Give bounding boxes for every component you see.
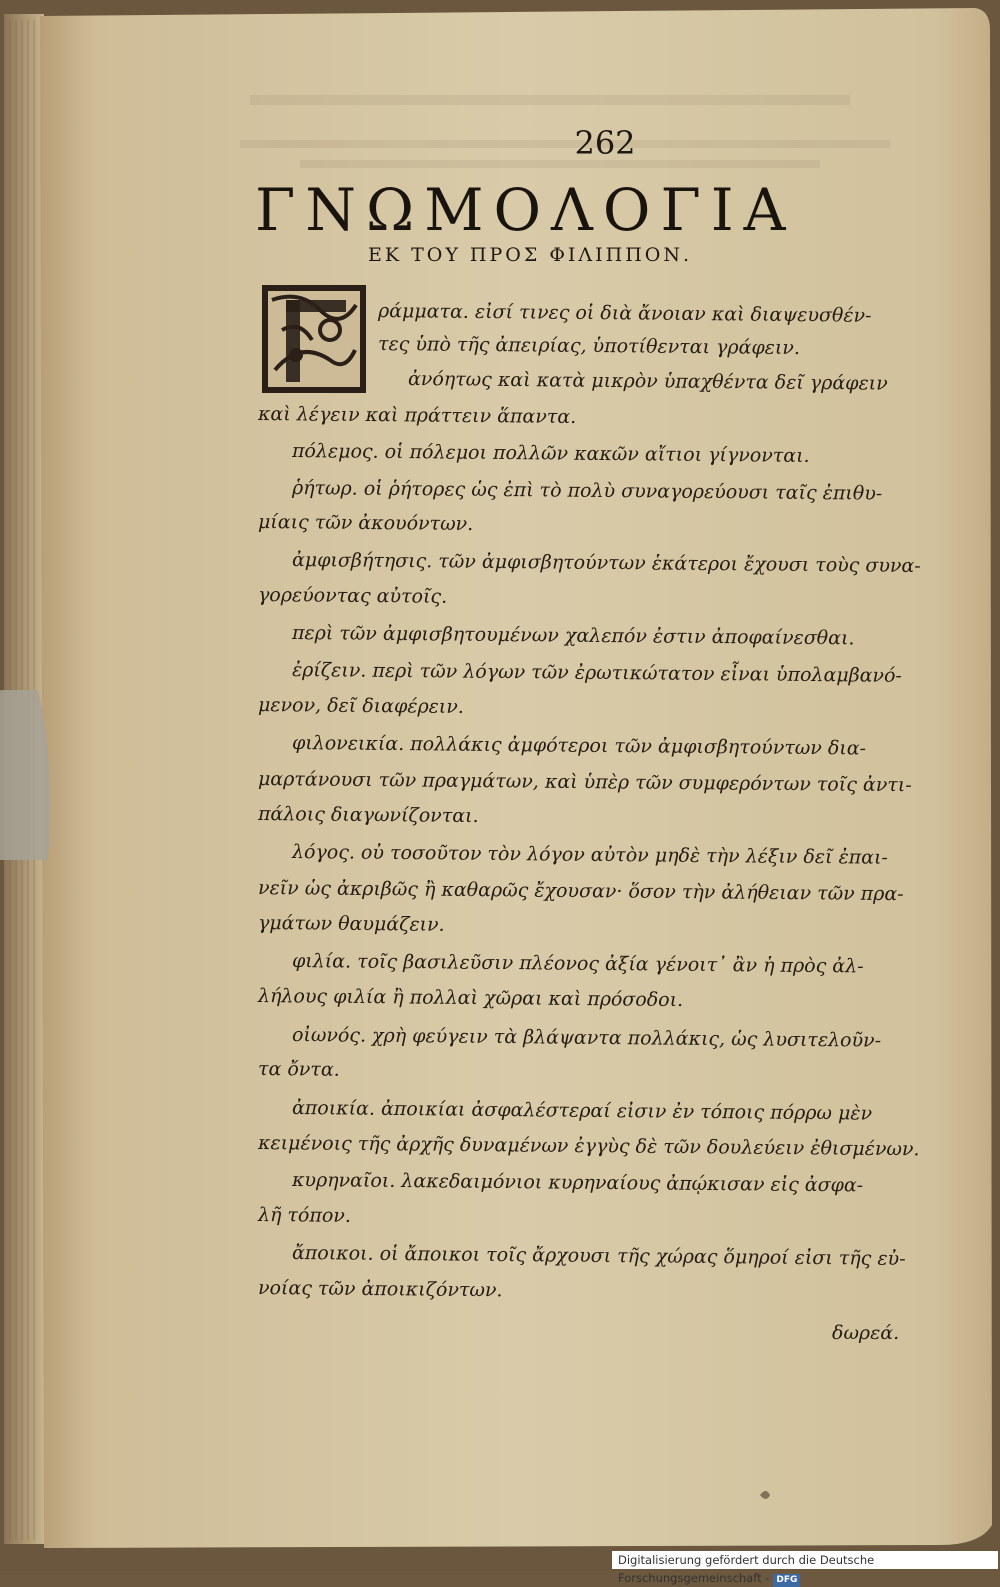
- text-line: ῥήτωρ. οἱ ῥήτορες ὡς ἐπὶ τὸ πολὺ συναγορεύουσι ταῖς ἐπιθυ-: [291, 477, 883, 505]
- text-line: μίαις τῶν ἀκουόντων.: [257, 511, 474, 536]
- text-line: κυρηναῖοι. λακεδαιμόνιοι κυρηναίους ἀπῴκισαν εἰς ἀσφα-: [291, 1169, 864, 1197]
- digitization-footer: [612, 1551, 998, 1585]
- text-line: φιλονεικία. πολλάκις ἀμφότεροι τῶν ἀμφισβητούντων δια-: [291, 732, 867, 760]
- text-line: πόλεμος. οἱ πόλεμοι πολλῶν κακῶν αἴτιοι γίγνονται.: [291, 440, 810, 467]
- text-line: ἀμφισβήτησις. τῶν ἀμφισβητούντων ἑκάτεροι ἔχουσι τοὺς συνα-: [291, 549, 921, 578]
- text-line: λῆ τόπον.: [257, 1204, 352, 1227]
- footer-text: Digitalisierung gefördert durch die Deutsche Forschungsgemeinschaft -: [618, 1553, 875, 1585]
- page-title: ΓΝΩΜΟΛΟΓΙΑ: [255, 176, 796, 244]
- text-line: μαρτάνουσι τῶν πραγμάτων, καὶ ὑπὲρ τῶν συμφερόντων τοῖς ἀντι-: [257, 768, 912, 797]
- text-line: περὶ τῶν ἀμφισβητουμένων χαλεπόν ἐστιν ἀποφαίνεσθαι.: [291, 622, 855, 650]
- text-line: ἀποικία. ἀποικίαι ἀσφαλέστεραί εἰσιν ἐν τόποις πόρρω μὲν: [291, 1097, 873, 1125]
- text-line: οἰωνός. χρὴ φεύγειν τὰ βλάψαντα πολλάκις, ὡς λυσιτελοῦν-: [291, 1024, 882, 1052]
- text-line: ἄποικοι. οἱ ἄποικοι τοῖς ἄρχουσι τῆς χώρας ὅμηροί εἰσι τῆς εὐ-: [291, 1242, 906, 1270]
- text-line: ράμματα. εἰσί τινες οἱ διὰ ἄνοιαν καὶ διαψευσθέν-: [377, 300, 872, 327]
- text-line: φιλία. τοῖς βασιλεῦσιν πλέονος ἀξία γένοιτ᾽ ἂν ἡ πρὸς ἀλ-: [291, 950, 864, 978]
- page-subtitle: ΕΚ ΤΟΥ ΠΡΟΣ ΦΙΛΙΠΠΟΝ.: [368, 244, 693, 266]
- text-line: ἀνόητως καὶ κατὰ μικρὸν ὑπαχθέντα δεῖ γράφειν: [407, 368, 888, 395]
- text-line: μενον, δεῖ διαφέρειν.: [257, 694, 465, 718]
- text-line: λήλους φιλία ἢ πολλαὶ χῶραι καὶ πρόσοδοι.: [257, 985, 684, 1012]
- text-line: πάλοις διαγωνίζονται.: [257, 803, 479, 828]
- text-line: καὶ λέγειν καὶ πράττειν ἅπαντα.: [257, 403, 577, 429]
- text-line: γμάτων θαυμάζειν.: [257, 912, 445, 936]
- text-line: κειμένοις τῆς ἀρχῆς δυναμένων ἐγγὺς δὲ τῶν δουλεύειν ἐθισμένων.: [257, 1132, 920, 1161]
- text-line: νοίας τῶν ἀποικιζόντων.: [257, 1277, 503, 1302]
- dfg-logo: DFG: [773, 1574, 800, 1587]
- text-line: ἐρίζειν. περὶ τῶν λόγων τῶν ἐρωτικώτατον εἶναι ὑπολαμβανό-: [291, 659, 903, 687]
- text-line: τα ὄντα.: [257, 1058, 340, 1081]
- text-line: γορεύοντας αὐτοῖς.: [257, 584, 448, 608]
- text-line: λόγος. οὐ τοσοῦτον τὸν λόγον αὐτὸν μηδὲ τὴν λέξιν δεῖ ἐπαι-: [291, 841, 889, 869]
- catchword: δωρεά.: [832, 1322, 900, 1344]
- text-line: τες ὑπὸ τῆς ἀπειρίας, ὑποτίθενται γράφειν.: [377, 333, 801, 360]
- page-number: 262: [574, 124, 636, 162]
- text-line: νεῖν ὡς ἀκριβῶς ἢ καθαρῶς ἔχουσαν· ὅσον τὴν ἀλήθειαν τῶν πρα-: [257, 877, 904, 906]
